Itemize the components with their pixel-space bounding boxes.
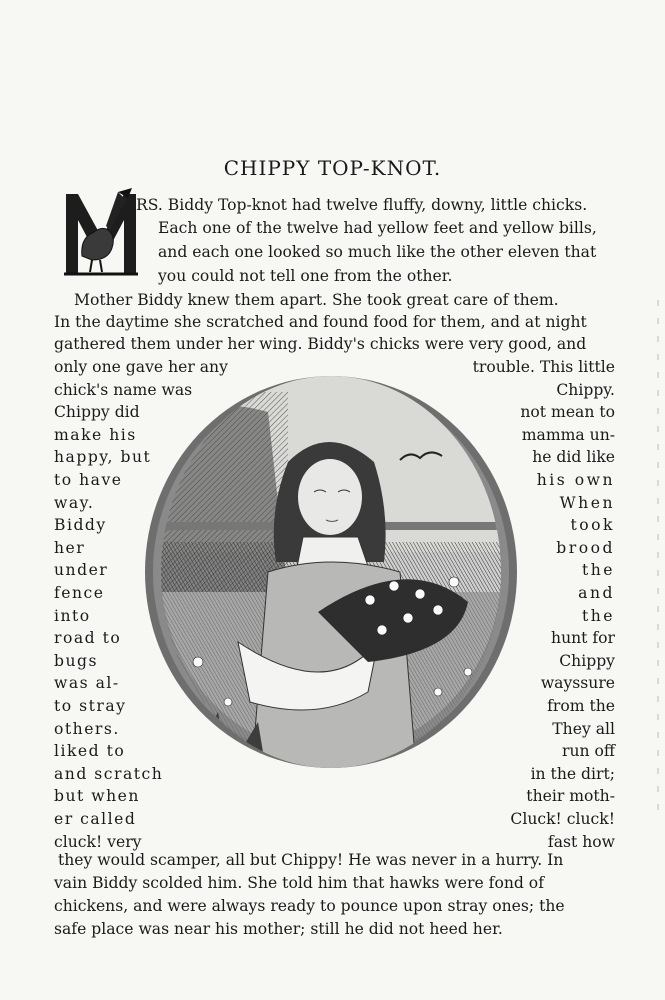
wrapped-line-left: er called xyxy=(54,810,137,828)
wrapped-line-right: brood xyxy=(556,538,615,557)
wrapped-line-right: the xyxy=(581,561,615,580)
wrapped-line-right: trouble. This little xyxy=(472,358,615,376)
text-line: In the daytime she scratched and found food for them, and at night xyxy=(54,313,587,331)
wrapped-line-right: from the xyxy=(547,697,615,715)
wrapped-line-left: was al- xyxy=(54,674,120,693)
girl-with-flowers-illustration xyxy=(138,372,524,824)
wrapped-line-right: wayssure xyxy=(540,674,615,693)
wrapped-line-left: others. xyxy=(54,719,120,738)
text-line: vain Biddy scolded him. She told him that hawks were fond of xyxy=(54,874,544,892)
wrapped-line-left: and scratch xyxy=(54,764,164,783)
text-line: RS. Biddy Top-knot had twelve fluffy, downy, little chicks. xyxy=(136,196,588,214)
wrapped-line-left: to stray xyxy=(54,697,127,715)
dropcap-illustration xyxy=(62,186,140,278)
wrapped-line-right: he did like xyxy=(532,448,615,467)
text-line: safe place was near his mother; still he did not heed her. xyxy=(54,920,503,938)
wrapped-line-left: but when xyxy=(54,787,140,806)
wrapped-line-right: their moth- xyxy=(526,787,615,806)
wrapped-line-left: make his xyxy=(54,425,137,444)
wrapped-line-left: under xyxy=(54,561,109,580)
wrapped-line-right: in the dirt; xyxy=(530,764,615,783)
wrapped-line-left: to have xyxy=(54,471,123,489)
wrapped-line-right: his own xyxy=(536,471,615,489)
wrapped-line-left: road to xyxy=(54,629,122,648)
text-line: Mother Biddy knew them apart. She took great care of them. xyxy=(74,291,559,309)
wrapped-line-left: way. xyxy=(54,493,95,512)
wrapped-line-left: fence xyxy=(54,584,105,602)
wrapped-line-right: the xyxy=(581,606,615,625)
wrapped-line-right: Chippy xyxy=(559,651,615,670)
wrapped-line-right: They all xyxy=(552,719,615,738)
wrapped-line-left: chick's name was xyxy=(54,380,193,399)
wrapped-line-right: Cluck! cluck! xyxy=(510,810,615,828)
page-title: CHIPPY TOP-KNOT. xyxy=(223,156,442,180)
wrapped-line-right: took xyxy=(570,516,615,535)
wrapped-line-right: not mean to xyxy=(520,403,615,422)
wrapped-line-left: into xyxy=(54,606,91,625)
wrapped-line-left: Chippy did xyxy=(54,403,140,422)
wrapped-line-left: bugs xyxy=(54,651,99,670)
text-line: they would scamper, all but Chippy! He was never in a hurry. In xyxy=(58,851,564,869)
text-line: chickens, and were always ready to pounce upon stray ones; the xyxy=(54,897,565,915)
wrapped-line-left: cluck! very xyxy=(54,832,142,851)
wrapped-line-left: only one gave her any xyxy=(54,358,228,376)
wrapped-line-right: When xyxy=(559,493,615,512)
wrapped-line-right: mamma un- xyxy=(521,425,615,444)
wrapped-line-left: Biddy xyxy=(54,516,107,535)
wrapped-line-left: happy, but xyxy=(54,448,152,467)
wrapped-line-right: Chippy. xyxy=(556,380,615,399)
text-line: Each one of the twelve had yellow feet and yellow bills, xyxy=(158,219,597,237)
page-edge-shadow xyxy=(657,300,659,820)
text-line: you could not tell one from the other. xyxy=(158,267,453,285)
wrapped-line-right: fast how xyxy=(547,832,615,851)
wrapped-line-left: liked to xyxy=(54,742,126,761)
wrapped-line-right: hunt for xyxy=(551,629,615,648)
wrapped-line-right: and xyxy=(578,584,615,602)
wrapped-line-right: run off xyxy=(562,742,615,761)
text-line: gathered them under her wing. Biddy's chicks were very good, and xyxy=(54,335,587,353)
text-line: and each one looked so much like the other eleven that xyxy=(158,243,597,261)
wrapped-line-left: her xyxy=(54,538,86,557)
